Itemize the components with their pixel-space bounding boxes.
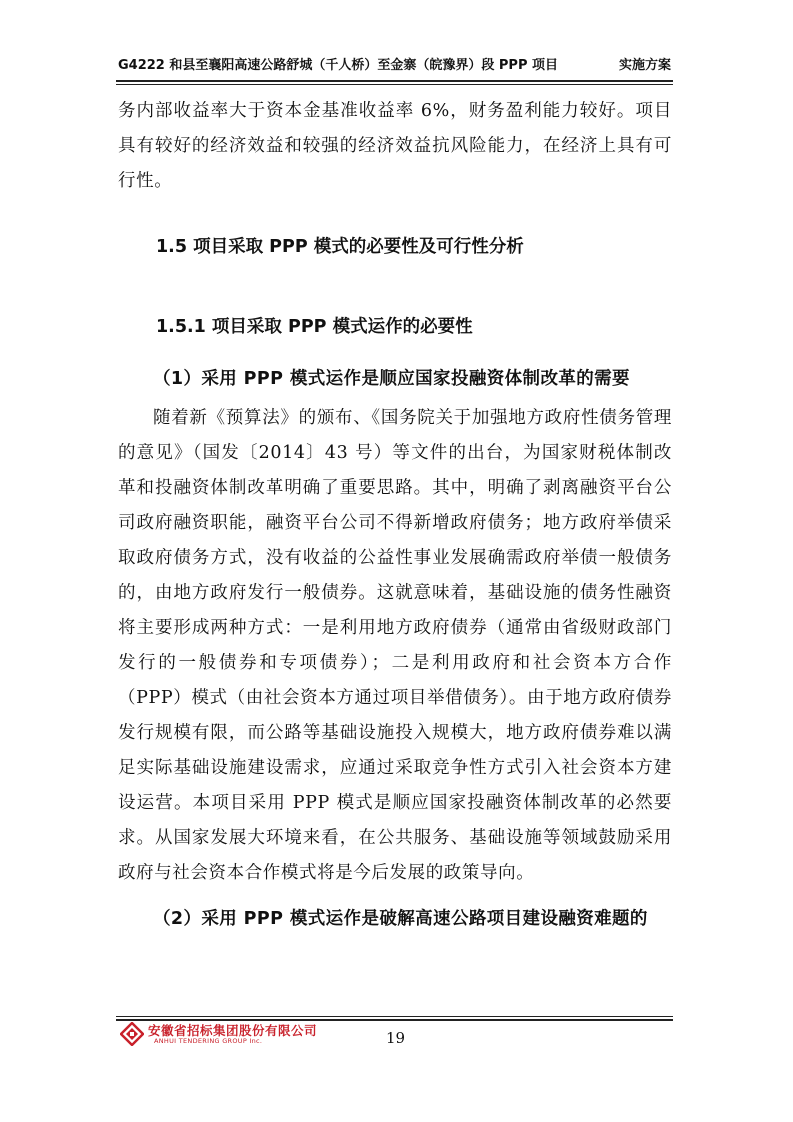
header-rule-thin xyxy=(116,84,673,85)
header-title: G4222 和县至襄阳高速公路舒城（千人桥）至金寨（皖豫界）段 PPP 项目 xyxy=(118,58,559,73)
company-logo-icon xyxy=(120,1022,144,1046)
continuation-paragraph: 务内部收益率大于资本金基准收益率 6%，财务盈利能力较好。项目具有较好的经济效益和较强的经济效益抗风险能力，在经济上具有可行性。 xyxy=(118,101,672,191)
company-name-cn: 安徽省招标集团股份有限公司 xyxy=(148,1023,318,1038)
section-heading: 1.5 项目采取 PPP 模式的必要性及可行性分析 xyxy=(156,237,524,257)
section-heading-wrap xyxy=(118,199,672,305)
company-name-en: ANHUI TENDERING GROUP Inc. xyxy=(154,1037,263,1045)
point1-heading: （1）采用 PPP 模式运作是顺应国家投融资体制改革的需要 xyxy=(153,369,630,389)
subsection-heading: 1.5.1 项目采取 PPP 模式运作的必要性 xyxy=(156,317,473,337)
header-document-type: 实施方案 xyxy=(618,58,671,73)
footer-rule-thin xyxy=(116,1016,673,1017)
page-number: 19 xyxy=(386,1029,406,1047)
header-rule xyxy=(116,80,673,82)
point2-heading: （2）采用 PPP 模式运作是破解高速公路项目建设融资难题的 xyxy=(153,909,648,929)
page-content xyxy=(118,94,672,930)
subsection-heading-wrap xyxy=(118,305,672,351)
point1-paragraph: 随着新《预算法》的颁布、《国务院关于加强地方政府性债务管理的意见》（国发〔2014〕43 号）等文件的出台，为国家财税体制改革和投融资体制改革明确了重要思路。其中，明确了剥离融资平台公司政府融资职能，融资平台公司不得新增政府债务；地方政府举债采取政府债务方式，没有收益的公益性事业发展确需政府举债一般债务的，由地方政府发行一般债券。这就意味着，基础设施的债务性融资将主要形成两种方式：一是利用地方政府债券（通常由省级财政部门发行的一般债券和专项债券）；二是利用政府和社会资本方合作（PPP）模式（由社会资本方通过项目举借债务）。由于地方政府债券发行规模有限，而公路等基础设施投入规模大，地方政府债券难以满足实际基础设施建设需求，应通过采取竞争性方式引入社会资本方建设运营。本项目采用 PPP 模式是顺应国家投融资体制改革的必然要求。从国家发展大环境来看，在公共服务、基础设施等领域鼓励采用政府与社会资本合作模式将是今后发展的政策导向。 xyxy=(118,408,672,883)
company-logo xyxy=(120,1022,330,1048)
point1-heading-wrap xyxy=(118,351,672,395)
